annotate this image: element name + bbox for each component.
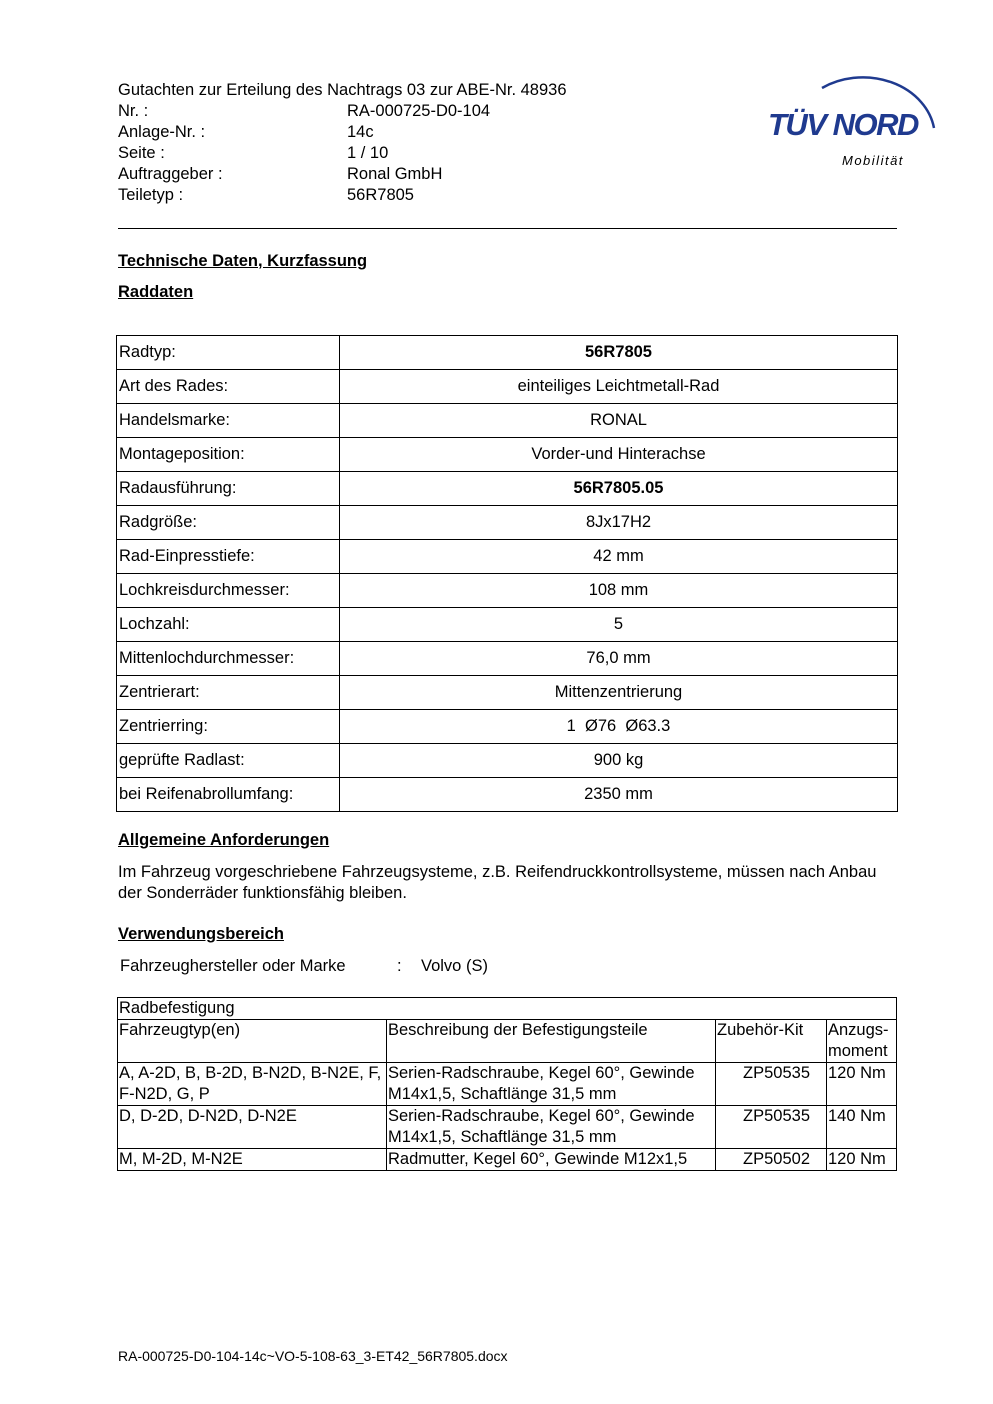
table-row: A, A-2D, B, B-2D, B-N2D, B-N2E, F, F-N2D, G, P Serien-Radschraube, Kegel 60°, Gewinde M14x1,5, Schaftlänge 31,5 mm ZP50535 120 Nm bbox=[118, 1063, 897, 1106]
table-row: Rad-Einpresstiefe: 42 mm bbox=[117, 540, 898, 574]
tuv-nord-logo bbox=[762, 58, 942, 173]
logo-wordmark: TÜV NORD bbox=[768, 107, 918, 142]
column-header: Fahrzeugtyp(en) bbox=[118, 1020, 387, 1063]
header-row: Teiletyp : 56R7805 bbox=[118, 186, 414, 204]
verwendung-label: Fahrzeughersteller oder Marke bbox=[120, 957, 346, 975]
section-heading-tech: Technische Daten, Kurzfassung bbox=[118, 252, 368, 270]
table-row: Zentrierring: 1 Ø76 Ø63.3 bbox=[117, 710, 898, 744]
document-header bbox=[118, 80, 567, 206]
header-row: Nr. : RA-000725-D0-104 bbox=[118, 102, 491, 120]
column-header: Beschreibung der Befestigungsteile bbox=[387, 1020, 716, 1063]
table-row: Handelsmarke: RONAL bbox=[117, 404, 898, 438]
column-header: Zubehör-Kit bbox=[716, 1020, 827, 1063]
table-row: Radgröße: 8Jx17H2 bbox=[117, 506, 898, 540]
radbefestigung-table bbox=[117, 997, 897, 1171]
allgemein-paragraph: Im Fahrzeug vorgeschriebene Fahrzeugsysteme, z.B. Reifendruckkontrollsysteme, müssen nach Anbau der Sonderräder funktionsfähig bleiben. bbox=[118, 863, 877, 902]
raddaten-table bbox=[116, 335, 898, 812]
section-heading-raddaten: Raddaten bbox=[118, 283, 194, 301]
logo-subtitle: Mobilität bbox=[842, 153, 904, 168]
column-header: Anzugs-moment bbox=[827, 1020, 897, 1063]
table-row: Radtyp: 56R7805 bbox=[117, 336, 898, 370]
table-row: geprüfte Radlast: 900 kg bbox=[117, 744, 898, 778]
table-row: Mittenlochdurchmesser: 76,0 mm bbox=[117, 642, 898, 676]
header-row: Anlage-Nr. : 14c bbox=[118, 123, 374, 141]
table-title: Radbefestigung bbox=[118, 998, 897, 1020]
table-row: Radausführung: 56R7805.05 bbox=[117, 472, 898, 506]
section-heading-allgemein: Allgemeine Anforderungen bbox=[118, 831, 330, 849]
table-row: Montageposition: Vorder-und Hinterachse bbox=[117, 438, 898, 472]
table-row: bei Reifenabrollumfang: 2350 mm bbox=[117, 778, 898, 812]
document-title: Gutachten zur Erteilung des Nachtrags 03 zur ABE-Nr. 48936 bbox=[118, 81, 567, 99]
table-row: Zentrierart: Mittenzentrierung bbox=[117, 676, 898, 710]
table-row: D, D-2D, D-N2D, D-N2E Serien-Radschraube, Kegel 60°, Gewinde M14x1,5, Schaftlänge 31,5 mm ZP50535 140 Nm bbox=[118, 1106, 897, 1149]
footer-filename: RA-000725-D0-104-14c~VO-5-108-63_3-ET42_56R7805.docx bbox=[118, 1348, 508, 1364]
table-row: Lochzahl: 5 bbox=[117, 608, 898, 642]
table-title-row bbox=[118, 998, 897, 1020]
table-header-row bbox=[118, 1020, 897, 1063]
verwendung-value: Volvo (S) bbox=[421, 957, 488, 975]
section-heading-verwendung: Verwendungsbereich bbox=[118, 925, 284, 943]
verwendung-line bbox=[120, 957, 488, 976]
table-row: Lochkreisdurchmesser: 108 mm bbox=[117, 574, 898, 608]
table-row: Art des Rades: einteiliges Leichtmetall-Rad bbox=[117, 370, 898, 404]
header-row: Seite : 1 / 10 bbox=[118, 144, 389, 162]
header-row: Auftraggeber : Ronal GmbH bbox=[118, 165, 443, 183]
verwendung-separator: : bbox=[397, 957, 402, 975]
table-row: M, M-2D, M-N2E Radmutter, Kegel 60°, Gewinde M12x1,5 ZP50502 120 Nm bbox=[118, 1149, 897, 1171]
header-divider bbox=[118, 228, 897, 229]
